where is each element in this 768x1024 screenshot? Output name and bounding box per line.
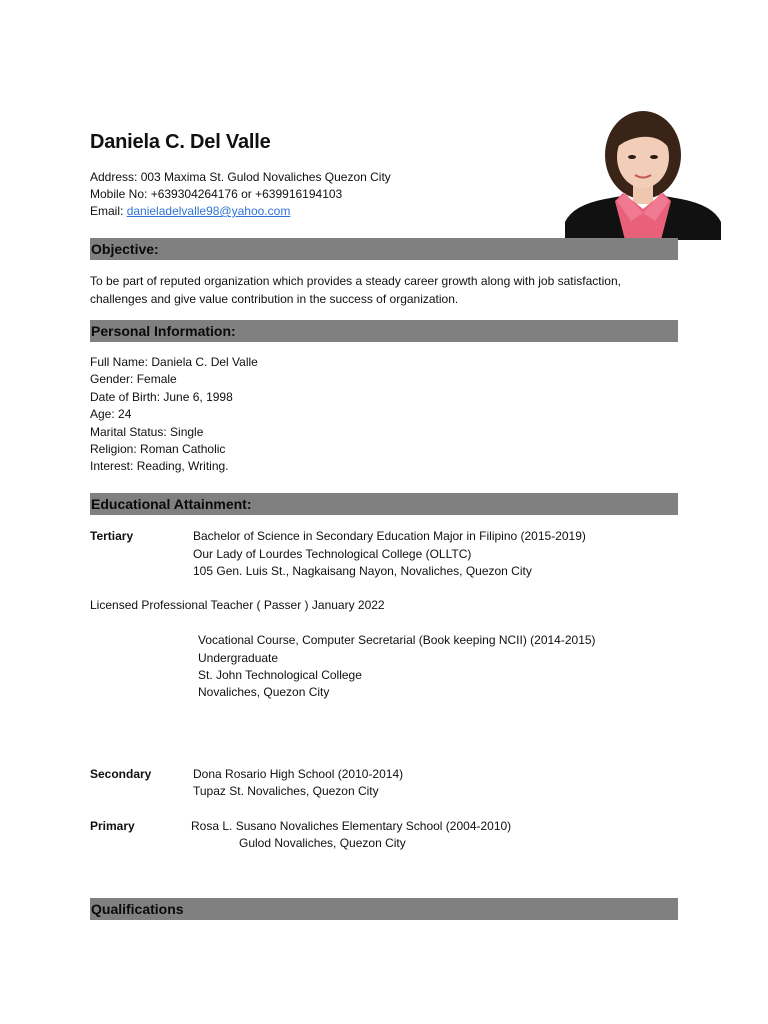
primary-label: Primary [90,819,135,833]
objective-text-line-2: challenges and give value contribution in the success of organization. [90,292,459,306]
email-label: Email: [90,204,127,218]
personal-full-name: Full Name: Daniela C. Del Valle [90,355,258,369]
secondary-label: Secondary [90,767,152,781]
objective-text-line-1: To be part of reputed organization which provides a steady career growth along with job satisfaction, [90,274,621,288]
section-objective-heading: Objective: [90,238,678,260]
personal-age: Age: 24 [90,407,132,421]
section-qualifications-heading: Qualifications [90,898,678,920]
personal-interest: Interest: Reading, Writing. [90,459,229,473]
tertiary-address: 105 Gen. Luis St., Nagkaisang Nayon, Novaliches, Quezon City [193,564,532,578]
secondary-school: Dona Rosario High School (2010-2014) [193,767,404,781]
tertiary-school: Our Lady of Lourdes Technological College (OLLTC) [193,547,472,561]
vocational-school: St. John Technological College [198,668,362,682]
email-link[interactable]: danieladelvalle98@yahoo.com [126,204,291,218]
section-personal-heading: Personal Information: [90,320,678,342]
vocational-course: Vocational Course, Computer Secretarial (Book keeping NCII) (2014-2015) [198,633,596,647]
profile-photo [565,97,721,240]
applicant-name: Daniela C. Del Valle [90,131,271,153]
primary-address: Gulod Novaliches, Quezon City [239,836,406,850]
personal-religion: Religion: Roman Catholic [90,442,226,456]
primary-school: Rosa L. Susano Novaliches Elementary School (2004-2010) [191,819,512,833]
section-education-heading: Educational Attainment: [90,493,678,515]
vocational-status: Undergraduate [198,651,279,665]
secondary-address: Tupaz St. Novaliches, Quezon City [193,784,379,798]
address-line: Address: 003 Maxima St. Gulod Novaliches Quezon City [90,170,391,184]
tertiary-label: Tertiary [90,529,134,543]
mobile-line: Mobile No: +639304264176 or +639916194103 [90,187,343,201]
license-line: Licensed Professional Teacher ( Passer ) January 2022 [90,598,385,612]
tertiary-degree: Bachelor of Science in Secondary Education Major in Filipino (2015-2019) [193,529,586,543]
email-line [90,203,290,220]
personal-birth-date: Date of Birth: June 6, 1998 [90,390,233,404]
vocational-address: Novaliches, Quezon City [198,685,330,699]
personal-gender: Gender: Female [90,372,177,386]
personal-marital-status: Marital Status: Single [90,425,204,439]
profile-photo-icon [565,97,721,240]
